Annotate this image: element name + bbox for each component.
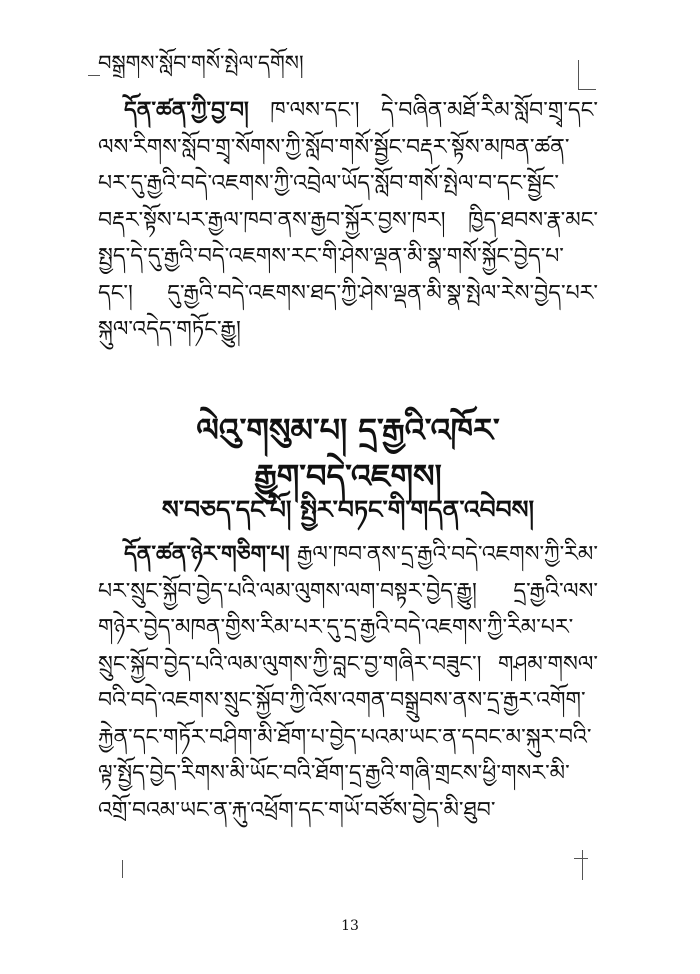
crop-mark-top-right-v xyxy=(578,60,579,90)
crop-mark-bottom-right-v xyxy=(582,850,583,880)
article-body: ཁ་ལས་དང་། དེ་བཞིན་མཐོ་རིམ་སློབ་གྲྭ་དང་ལས་རིགས་སློབ་གྲྭ་སོགས་ཀྱི་སློབ་གསོ་སྦྱོང་བརྡར་སྟོས་མཁན་ཚན་པར་དུ་རྒྱའི་བདེ་འཇགས་ཀྱི་འབྲེལ་ཡོད་སློབ་གསོ་སྤེལ་བ་དང་སྦྱོང་བརྡར་སྟོས་པར་རྒྱལ་ཁབ་ནས་རྒྱབ་སྐྱོར་བྱས་ཁར། ཁྱིད་ཐབས་རྣ་མང་སྤྱད་དེ་དུ་རྒྱའི་བདེ་འཇགས་རང་གི་ཤེས་ལྡན་མི་སྣ་གསོ་སྐྱོང་བྱེད་པ་དང་། དུ་རྒྱའི་བདེ་འཇགས་ཐད་ཀྱི་ཤེས་ལྡན་མི་སྣ་སྤེལ་རེས་བྱེད་པར་སྐུལ་འདེད་གཏོང་རྒྱུ། xyxy=(98,98,598,342)
page-number: 13 xyxy=(341,918,359,934)
crop-mark-bottom-right-h xyxy=(574,858,588,859)
chapter-title-line-1: ལེའུ་གསུམ་པ། དྲ་རྒྱའི་འཁོར་ xyxy=(196,411,500,449)
crop-mark-bottom-left-v xyxy=(122,860,123,878)
article-paragraph-2 xyxy=(98,536,598,829)
article-label: དོན་ཚན་ཉེར་གཅིག་པ། xyxy=(124,541,290,567)
article-label: དོན་ཚན་ཀྱི་བྱ་བ། xyxy=(124,97,249,123)
article-paragraph-1 xyxy=(98,92,598,349)
crop-mark-top-right-h xyxy=(578,89,596,90)
section-heading: ས་བཅད་དང་པོ། སྤྱིར་བཏང་གི་གདན་འབེབས། xyxy=(161,495,535,524)
chapter-title-line-2: རྒྱུག་བདེ་འཇགས། xyxy=(254,457,442,495)
running-header: བསྒྲགས་སློབ་གསོ་སྤེལ་དགོས། xyxy=(98,51,304,75)
article-body: རྒྱལ་ཁབ་ནས་དྲ་རྒྱའི་བདེ་འཇགས་ཀྱི་རིམ་པར་སྲུང་སྐྱོབ་བྱེད་པའི་ལམ་ལུགས་ལག་བསྟར་བྱེད་རྒྱུ། དྲ་རྒྱའི་ལས་གཉེར་བྱེད་མཁན་གྱིས་རིམ་པར་དུ་དྲ་རྒྱའི་བདེ་འཇགས་ཀྱི་རིམ་པར་སྲུང་སྐྱོབ་བྱེད་པའི་ལམ་ལུགས་ཀྱི་བླང་བྱ་གཞིར་བཟུང་། གཤམ་གསལ་བའི་བདེ་འཇགས་སྲུང་སྐྱོབ་ཀྱི་འོས་འགན་བསྒྲུབས་ནས་དྲ་རྒྱར་འགོག་རྐྱེན་དང་གཏོར་བཤིག་མི་ཐོག་པ་བྱེད་པའམ་ཡང་ན་དབང་མ་སྐུར་བའི་ལྟ་སྤྱོད་བྱེད་རིགས་མི་ཡོང་བའི་ཐོག་དྲ་རྒྱའི་གཞི་གྲངས་ཕྱི་གསར་མི་འགྲོ་བའམ་ཡང་ན་རྐུ་འཕྲོག་དང་གཡོ་བཙོས་བྱེད་མི་ཐུབ་ xyxy=(98,542,598,823)
chapter-title xyxy=(98,407,598,499)
